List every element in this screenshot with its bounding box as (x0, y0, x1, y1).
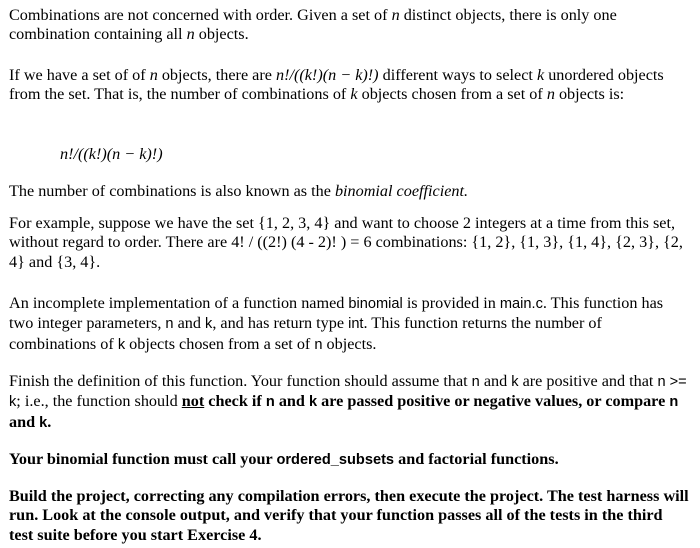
code-k: k (39, 414, 48, 431)
text: objects chosen from a set of (357, 85, 547, 104)
build-project-paragraph: Build the project, correcting any compilation errors, then execute the project. The test harness will run. Look at the console output, and verify that your function passes all of the tests in the third test suite before you start Exercise 4. (9, 487, 689, 544)
text: objects is: (554, 85, 625, 104)
text: The number of combinations is also known as the (9, 182, 335, 200)
text: An incomplete implementation of a function named (9, 294, 349, 312)
var-n: n (546, 85, 555, 104)
term-binomial-coefficient: binomial coefficient. (334, 182, 469, 200)
emphasis-not: not (181, 392, 205, 411)
must-call-paragraph (9, 450, 690, 470)
code-k: k (308, 394, 318, 411)
code-n-ge-k: n >= k (9, 374, 687, 411)
display-formula (60, 145, 690, 164)
example-paragraph: For example, suppose we have the set {1, 2, 3, 4} and want to choose 2 integers at a time from this set, without regard to order. There are 4! / ((2!) (4 - 2)! ) = 6 combinations: {1, 2}, {1, 3}, {1, 4}, {2, 3}, {2, 4} and {3, 4}. (9, 214, 683, 271)
text-bold: Your binomial function must call your (9, 450, 277, 468)
text: are positive and that (518, 372, 658, 390)
text-bold: and factorial functions. (394, 450, 559, 468)
text-bold: are passed positive or negative values, or compare (317, 392, 670, 411)
code-k: k (511, 374, 519, 390)
text: objects, there are (157, 66, 276, 84)
var-n: n (186, 25, 195, 44)
var-n: n (149, 66, 158, 84)
text-bold: . (47, 412, 52, 431)
text: objects. (194, 25, 249, 44)
var-k: k (536, 66, 545, 84)
code-main-c: main.c (499, 296, 543, 312)
code-int: int (348, 316, 364, 333)
text: Combinations are not concerned with order. Given a set of (9, 6, 392, 24)
intro-paragraph (9, 6, 690, 45)
var-n: n (391, 6, 400, 24)
code-binomial: binomial (348, 296, 403, 312)
text: unordered objects from the set. That is, the number of combinations of (9, 66, 664, 104)
code-n: n (471, 374, 480, 390)
text: , and has return type (212, 314, 349, 333)
text: and (173, 314, 206, 333)
var-k: k (350, 85, 358, 104)
binomial-coefficient-paragraph (9, 182, 690, 201)
code-ordered-subsets: ordered_subsets (276, 452, 395, 468)
code-n: n (165, 316, 174, 333)
combinations-paragraph (9, 66, 690, 105)
text: and (479, 372, 512, 390)
text: distinct objects, there is only one combination containing all (9, 6, 617, 44)
code-k: k (117, 336, 126, 353)
text: different ways to select (378, 66, 537, 84)
text-bold: and (9, 412, 40, 431)
code-n: n (669, 394, 679, 411)
formula-text: n!/((k!)(n − k)!) (60, 145, 163, 163)
text: Finish the definition of this function. Your function should assume that (9, 372, 472, 390)
inline-formula: n!/((k!)(n − k)!) (275, 66, 379, 84)
text: objects chosen from a set of (125, 334, 315, 353)
text: . This function returns the number of combinations of (9, 314, 602, 353)
text: is provided in (402, 294, 500, 312)
text: . This function has two integer parameters, (9, 294, 664, 333)
finish-definition-paragraph (9, 372, 690, 433)
text: ; i.e., the function should (16, 392, 182, 411)
code-n: n (265, 394, 275, 411)
code-k: k (205, 316, 213, 333)
text-bold: and (274, 392, 309, 411)
implementation-paragraph (9, 294, 690, 355)
text: objects. (322, 334, 377, 353)
code-n: n (314, 336, 323, 353)
text: If we have a set of of (9, 66, 150, 84)
text-bold: check if (204, 392, 266, 411)
